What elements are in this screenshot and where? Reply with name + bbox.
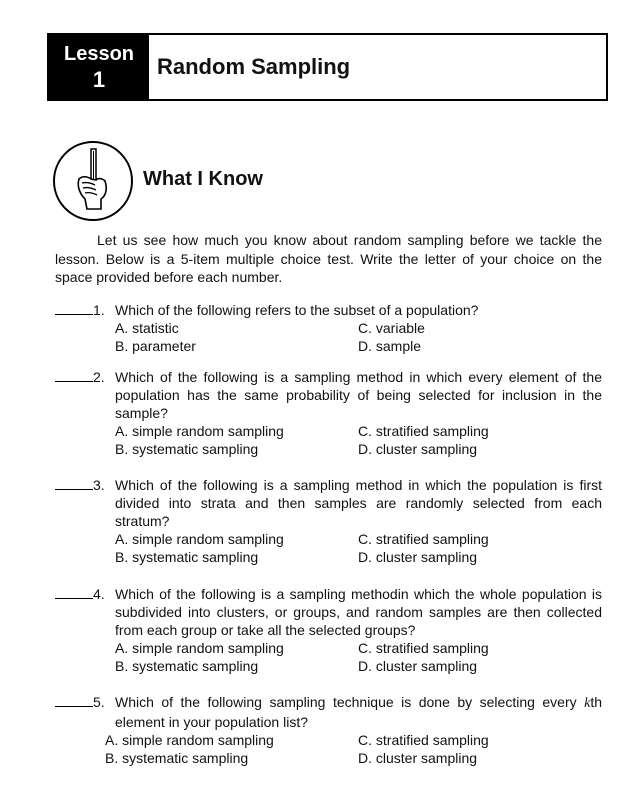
answer-blank[interactable]: [55, 368, 93, 382]
option-b: B. parameter: [115, 338, 196, 354]
variable-k: k: [584, 696, 591, 711]
options: [115, 319, 602, 355]
question-number: 3.: [93, 477, 105, 493]
option-d: D. cluster sampling: [358, 750, 478, 766]
intro-text: Let us see how much you know about random sampling before we tackle the lesson. Below is a 5-item multiple choice test. Write the letter of your choice on the space provided before each number.: [55, 232, 602, 285]
hand-holding-pencil-icon: [53, 141, 133, 221]
option-a: A. simple random sampling: [105, 732, 274, 748]
question-number: 4.: [93, 586, 105, 602]
option-d: D. cluster sampling: [358, 441, 478, 457]
question-text: Which of the following is a sampling methodin which the whole population is subdivided into clusters, or groups, and random samples are then collected from each group or take all the selected groups?: [115, 586, 602, 638]
option-c: C. stratified sampling: [358, 531, 489, 547]
option-c: C. stratified sampling: [358, 423, 489, 439]
option-a: A. simple random sampling: [115, 423, 284, 439]
option-a: A. simple random sampling: [115, 531, 284, 547]
option-b: B. systematic sampling: [105, 750, 249, 766]
answer-blank[interactable]: [55, 301, 93, 315]
question-1: [55, 301, 602, 355]
lesson-header: [47, 33, 608, 101]
lesson-badge: [49, 35, 149, 99]
answer-blank[interactable]: [55, 476, 93, 490]
options: [115, 639, 602, 675]
option-b: B. systematic sampling: [115, 549, 259, 565]
question-text: Which of the following is a sampling method in which every element of the population has the same probability of being selected for inclusion in the sample?: [115, 369, 602, 421]
question-3: [55, 476, 602, 566]
intro-paragraph: [55, 231, 602, 287]
question-text: [115, 693, 602, 731]
lesson-number: 1: [92, 67, 106, 92]
options: [105, 731, 602, 767]
option-b: B. systematic sampling: [115, 658, 259, 674]
question-2: [55, 368, 602, 458]
question-number: 2.: [93, 369, 105, 385]
option-c: C. stratified sampling: [358, 640, 489, 656]
question-5: [55, 693, 602, 767]
option-c: C. variable: [358, 320, 425, 336]
question-number: 1.: [93, 302, 105, 318]
option-a: A. statistic: [115, 320, 179, 336]
options: [115, 422, 602, 458]
question-number: 5.: [93, 694, 105, 710]
lesson-title: Random Sampling: [157, 54, 351, 79]
question-text-part: Which of the following sampling technique is done by selecting every: [115, 694, 585, 710]
question-text: Which of the following refers to the subset of a population?: [115, 302, 479, 318]
option-d: D. cluster sampling: [358, 658, 478, 674]
options: [115, 530, 602, 566]
option-a: A. simple random sampling: [115, 640, 284, 656]
option-c: C. stratified sampling: [358, 732, 489, 748]
option-b: B. systematic sampling: [115, 441, 259, 457]
option-d: D. sample: [358, 338, 422, 354]
question-text-part: th element in your population list?: [115, 694, 602, 730]
answer-blank[interactable]: [55, 585, 93, 599]
option-d: D. cluster sampling: [358, 549, 478, 565]
lesson-label: Lesson: [63, 43, 135, 65]
answer-blank[interactable]: [55, 693, 93, 707]
question-4: [55, 585, 602, 675]
question-text: Which of the following is a sampling method in which the population is first divided into strata and then samples are randomly selected from each stratum?: [115, 477, 602, 529]
section-title: What I Know: [143, 168, 263, 190]
